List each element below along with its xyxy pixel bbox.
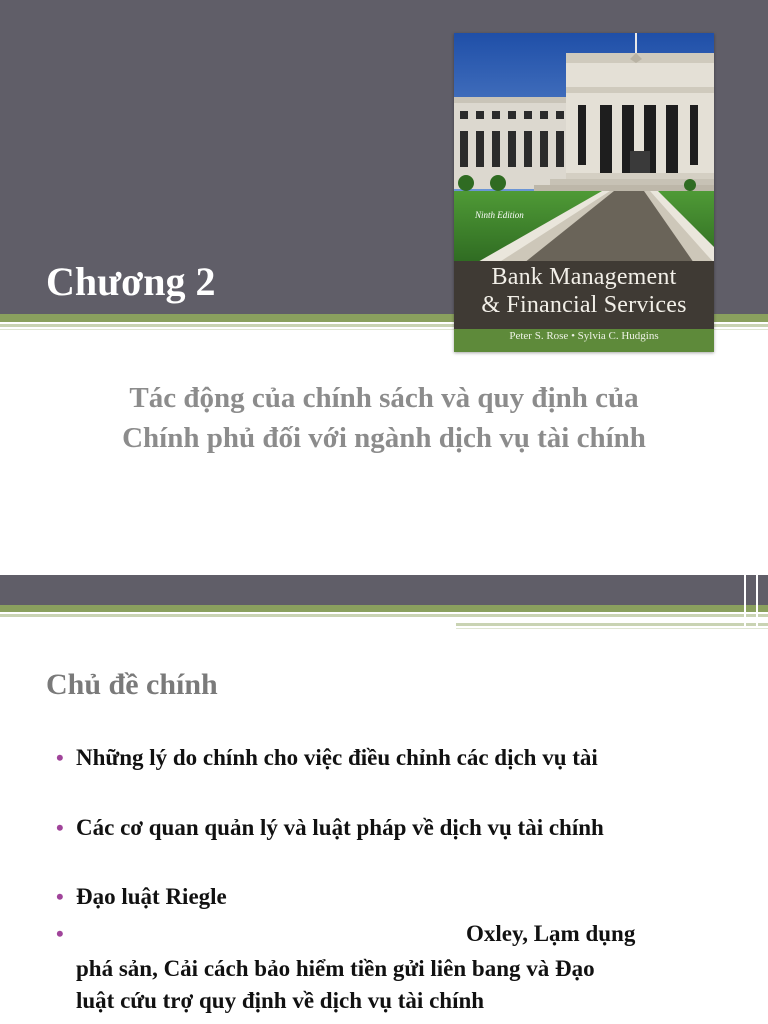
subtitle-line2: Chính phủ đối với ngành dịch vụ tài chính xyxy=(122,422,646,454)
book-edition: Ninth Edition xyxy=(475,210,524,220)
slide-heading: Chủ đề chính xyxy=(46,668,218,701)
subtitle-line1: Tác động của chính sách và quy định của xyxy=(129,382,639,414)
list-item-text: Những lý do chính cho việc điều chỉnh các dịch vụ tài xyxy=(76,745,598,770)
accent-divider xyxy=(744,575,746,627)
book-title-line2: & Financial Services xyxy=(481,292,687,318)
book-cover-image xyxy=(454,33,714,352)
book-title-line1: Bank Management xyxy=(491,264,677,290)
bullet-marker: • xyxy=(56,884,64,909)
list-item-text: Đạo luật Riegle xyxy=(76,884,227,909)
list-item-text: luật cứu trợ quy định về dịch vụ tài chính xyxy=(76,988,485,1013)
bullet-marker: • xyxy=(56,815,64,840)
list-item-text: Oxley, Lạm dụng xyxy=(466,921,636,946)
chapter-title: Chương 2 xyxy=(46,259,216,304)
accent-stripe xyxy=(0,605,768,612)
accent-divider xyxy=(756,575,758,627)
list-item-text: phá sản, Cải cách bảo hiểm tiền gửi liên bang và Đạo xyxy=(76,956,595,981)
header-band xyxy=(0,575,768,605)
accent-line-right xyxy=(456,623,768,626)
bullet-marker: • xyxy=(56,745,64,770)
accent-line xyxy=(0,614,768,617)
topics-slide xyxy=(0,575,768,1024)
accent-line-right-thin xyxy=(456,628,768,629)
bullet-marker: • xyxy=(56,921,64,946)
book-authors: Peter S. Rose • Sylvia C. Hudgins xyxy=(509,330,659,342)
slide-subtitle xyxy=(20,378,748,458)
list-item-text: Các cơ quan quản lý và luật pháp về dịch vụ tài chính xyxy=(76,815,604,840)
